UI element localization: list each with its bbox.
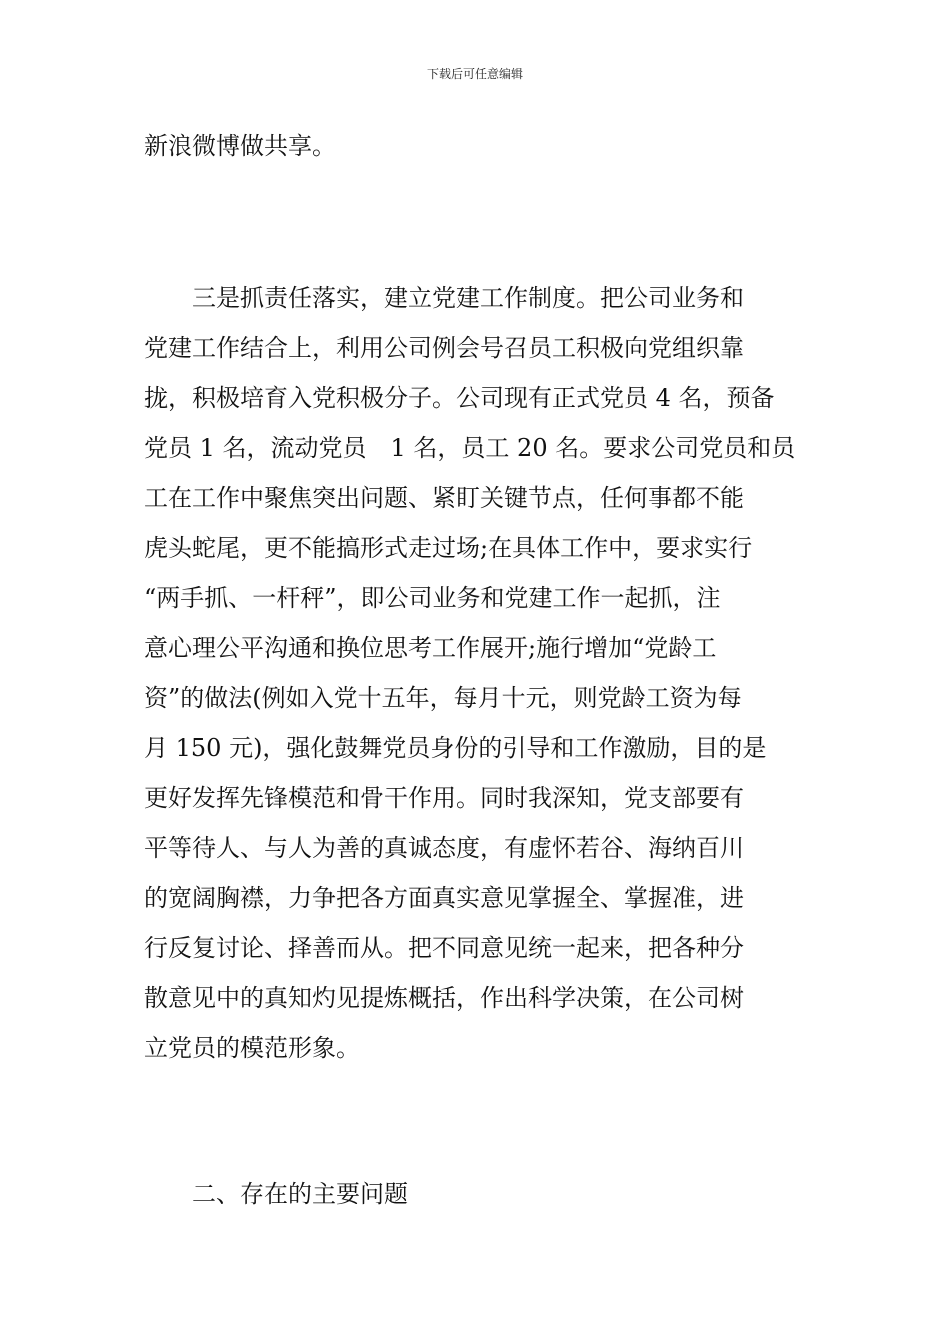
body-line: 党员 1 名，流动党员 1 名，员工 20 名。要求公司党员和员 <box>144 434 796 462</box>
page-header: 下载后可任意编辑 <box>426 67 523 81</box>
body-line: 虎头蛇尾，更不能搞形式走过场;在具体工作中，要求实行 <box>144 534 753 562</box>
body-line: 拢，积极培育入党积极分子。公司现有正式党员 4 名，预备 <box>144 384 775 412</box>
body-line: 立党员的模范形象。 <box>144 1034 360 1062</box>
body-line: 行反复讨论、择善而从。把不同意见统一起来，把各种分 <box>144 934 744 962</box>
body-line: 月 150 元)，强化鼓舞党员身份的引导和工作激励，目的是 <box>144 734 767 762</box>
body-line: 新浪微博做共享。 <box>144 132 336 160</box>
body-line: 意心理公平沟通和换位思考工作展开;施行增加“党龄工 <box>144 634 717 662</box>
body-line: 的宽阔胸襟，力争把各方面真实意见掌握全、掌握准，进 <box>144 884 744 912</box>
body-line: 党建工作结合上，利用公司例会号召员工积极向党组织靠 <box>144 334 744 362</box>
body-line: “两手抓、一杆秤”，即公司业务和党建工作一起抓，注 <box>144 584 721 612</box>
body-line: 散意见中的真知灼见提炼概括，作出科学决策，在公司树 <box>144 984 744 1012</box>
body-line: 更好发挥先锋模范和骨干作用。同时我深知，党支部要有 <box>144 784 744 812</box>
body-line: 平等待人、与人为善的真诚态度，有虚怀若谷、海纳百川 <box>144 834 744 862</box>
body-line: 资”的做法(例如入党十五年，每月十元，则党龄工资为每 <box>144 684 742 712</box>
body-line: 工在工作中聚焦突出问题、紧盯关键节点，任何事都不能 <box>144 484 744 512</box>
section-heading: 二、存在的主要问题 <box>144 1180 408 1208</box>
body-line: 三是抓责任落实，建立党建工作制度。把公司业务和 <box>144 284 744 312</box>
